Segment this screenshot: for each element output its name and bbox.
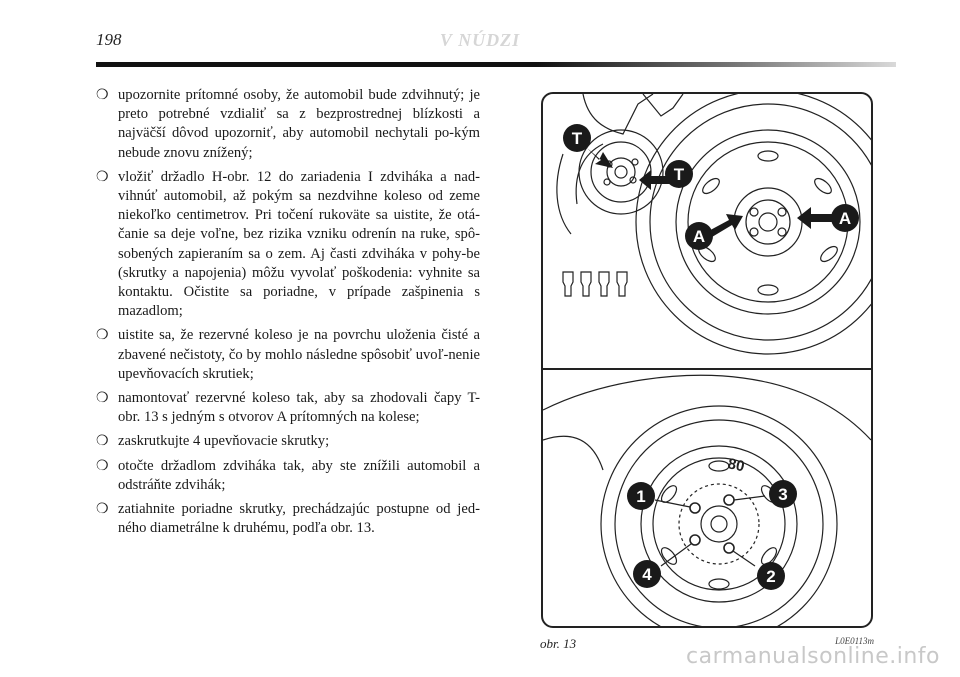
circle-bullet-icon: ❍: [96, 458, 109, 474]
instruction-item: [96, 326, 480, 384]
circle-bullet-icon: ❍: [96, 434, 109, 450]
wheel-mounting-illustration: [543, 94, 871, 368]
header-rule: [96, 62, 896, 67]
instruction-text: namontovať rezervné koleso tak, aby sa zhodovali čapy T-obr. 13 s jedným s otvorov A prítomných na kolese;: [118, 390, 480, 426]
section-title: V NÚDZI: [439, 30, 521, 50]
circle-bullet-icon: ❍: [96, 169, 109, 185]
instruction-text: uistite sa, že rezervné koleso je na povrchu uloženia čisté a zbavené nečistoty, čo by mohlo následne spôsobiť uvoľ-nenie upevňovacích skrutiek;: [118, 327, 480, 382]
instruction-item: [96, 500, 480, 538]
instruction-text: zaskrutkujte 4 upevňovacie skrutky;: [118, 433, 330, 450]
instruction-text: otočte držadlom zdviháka tak, aby ste znížili automobil a odstráňte zdvihák;: [118, 457, 480, 493]
circle-bullet-icon: ❍: [96, 391, 109, 407]
instruction-text: vložiť držadlo H-obr. 12 do zariadenia I zdviháka a nad-vihnúť automobil, až pokým sa nezdvihne koleso od zeme niekoľko centimetrov. Pri točení rukoväte sa uistite, že otá-čanie sa deje voľne, bez rizika vzniku odrenín na ruke, spô-sobených zapieraním sa o zem. Aj časti zdviháka v pohy-be (skrutky a napojenia) môžu vyvolať poškodenia: vyhnite sa kontaktu. Očistite sa poriadne, v prípade zašpinenia s mazadlom;: [118, 168, 480, 320]
callout-t-1-label: T: [571, 129, 583, 148]
instruction-text: zatiahnite poriadne skrutky, prechádzajúc postupne od jed-ného diametrálne k druhému, podľa obr. 13.: [118, 501, 480, 537]
tire-size-label: 80: [726, 455, 747, 476]
callout-a-1-label: A: [692, 227, 706, 246]
figure-caption: obr. 13: [540, 636, 577, 651]
callout-bolt-2-label: 2: [766, 567, 776, 586]
instruction-item: [96, 432, 480, 451]
figure-code: L0E0113m: [835, 636, 874, 646]
page-number: 198: [96, 30, 122, 49]
instruction-text: upozornite prítomné osoby, že automobil bude zdvihnutý; je preto potrebné vzdialiť sa z bezprostrednej blízkosti a najväčší dôvod upozorniť, aby automobil nechytali po-kým nebude znovu znížený;: [118, 87, 480, 161]
bolt-tightening-illustration: [543, 370, 871, 628]
watermark: carmanualsonline.info: [686, 644, 940, 669]
callout-bolt-4-label: 4: [642, 565, 652, 584]
callout-bolt-3-label: 3: [778, 485, 788, 504]
circle-bullet-icon: ❍: [96, 502, 109, 518]
instruction-list: [96, 86, 480, 543]
instruction-item: [96, 457, 480, 495]
circle-bullet-icon: ❍: [96, 328, 109, 344]
figure-13: [541, 92, 873, 628]
callout-bolt-1-label: 1: [636, 487, 646, 506]
instruction-item: [96, 389, 480, 427]
callout-a-2-label: A: [838, 209, 852, 228]
instruction-item: [96, 86, 480, 163]
callout-t-2-label: T: [673, 165, 685, 184]
instruction-item: [96, 168, 480, 322]
circle-bullet-icon: ❍: [96, 88, 109, 103]
